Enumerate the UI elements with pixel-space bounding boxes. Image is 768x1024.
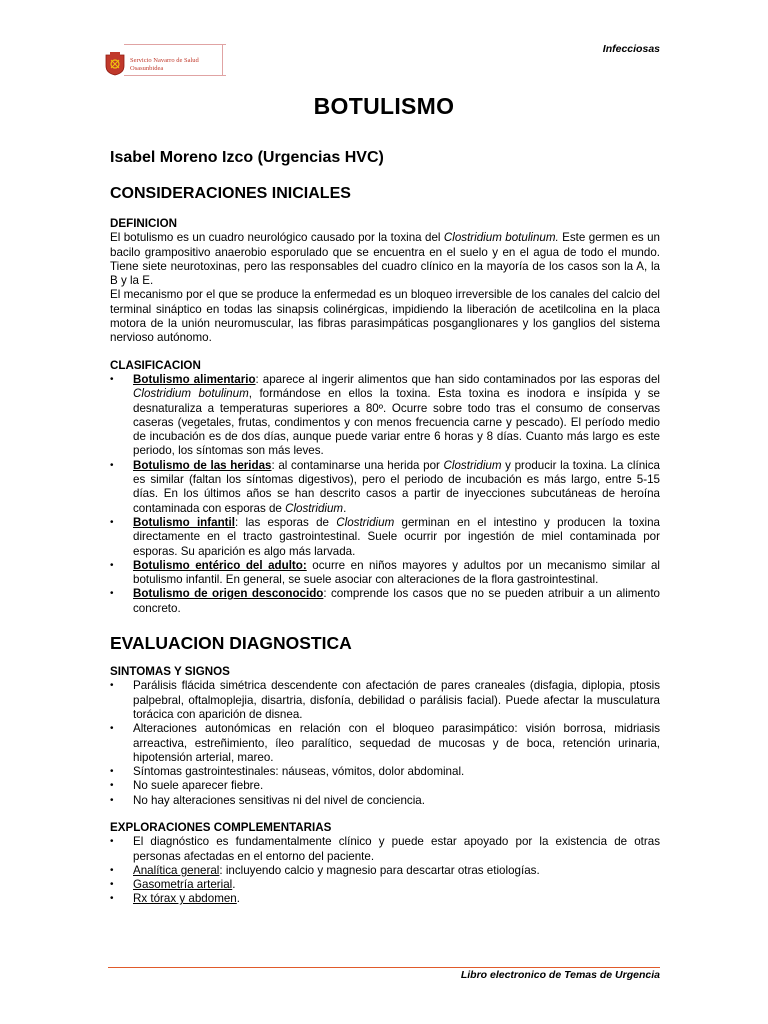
footer-text: Libro electronico de Temas de Urgencia bbox=[460, 969, 660, 981]
list-item: • No hay alteraciones sensitivas ni del nivel de conciencia. bbox=[110, 793, 425, 807]
list-item: • Botulismo entérico del adulto: ocurre en niños mayores y adultos por un mecanismo similar al botulismo infantil. En general, se suele asociar con alteraciones de la flora gastrointestinal. bbox=[110, 558, 660, 587]
symptoms-list bbox=[110, 679, 660, 808]
footer-divider bbox=[108, 967, 660, 968]
list-item: • Botulismo alimentario: aparece al ingerir alimentos que han sido contaminados por las esporas del Clostridium botulinum, formándose en ellos la toxina. Esta toxina es inodora e insípida y se desnaturaliza a temperaturas superiores a 80º. Ocurre sobre todo tras el consumo de conservas caseras (vegetales, frutas, condimentos y con menos frecuencia carne y pescado). El período medio de incubación es de dos días, aunque puede variar entre 6 horas y 8 días. Cuanto más largo es este periodo, los síntomas son más leves. bbox=[110, 372, 660, 458]
link-analitica-general[interactable]: Analítica general bbox=[133, 863, 220, 877]
list-item: • No suele aparecer fiebre. bbox=[110, 779, 264, 793]
list-item: • Botulismo de las heridas: al contaminarse una herida por Clostridium y producir la toxina. La clínica es similar (faltan los síntomas digestivos), pero el periodo de incubación es más largo, entre 5-15 días. En los últimos años se han descrito casos a partir de inyecciones subcutáneas de heroína contaminada con esporas de Clostridium. bbox=[110, 458, 660, 515]
list-item: • Parálisis flácida simétrica descendente con afectación de pares craneales (disfagia, diplopia, ptosis palpebral, oftalmoplejia, disartria, disfonía, debilidad o parálisis facial). Puede afectar la musculatura torácica con aparición de disnea. bbox=[110, 679, 660, 721]
bullet-icon: • bbox=[110, 588, 114, 600]
bullet-icon: • bbox=[110, 766, 114, 778]
author-line: Isabel Moreno Izco (Urgencias HVC) bbox=[110, 149, 384, 166]
subheading-sintomas: SINTOMAS Y SIGNOS bbox=[110, 665, 230, 679]
link-gasometria-arterial[interactable]: Gasometría arterial bbox=[133, 878, 233, 892]
list-item: • Analítica general: incluyendo calcio y magnesio para descartar otras etiologías. bbox=[110, 863, 540, 877]
list-item: • Gasometría arterial. bbox=[110, 878, 236, 892]
definition-paragraph-2: El mecanismo por el que se produce la enfermedad es un bloqueo irreversible de los canales del calcio del terminal sináptico en todas las sinapsis colinérgicas, impidiendo la liberación de acetilcolina en la placa motora de la unión neuromuscular, las fibras parasimpáticas posganglionares y los ganglios del sistema nervioso autónomo. bbox=[110, 288, 660, 345]
term-botulismo-origen-desconocido: Botulismo de origen desconocido bbox=[133, 587, 324, 601]
bullet-icon: • bbox=[110, 516, 114, 528]
bullet-icon: • bbox=[110, 680, 114, 692]
logo-rule-vertical bbox=[222, 44, 223, 76]
list-item: • Rx tórax y abdomen. bbox=[110, 892, 240, 906]
bullet-icon: • bbox=[110, 864, 114, 876]
classification-list bbox=[110, 373, 660, 616]
term-botulismo-infantil: Botulismo infantil bbox=[133, 515, 235, 529]
definition-paragraph-1: El botulismo es un cuadro neurológico causado por la toxina del Clostridium botulinum. Este germen es un bacilo grampositivo anaerobio esporulado que se encuentra en el suelo y en el agua de todo el mundo. Tiene siete neurotoxinas, pero las responsables del cuadro clínico en la mayoría de los casos son la A, la B y la E. bbox=[110, 231, 660, 288]
navarra-coat-of-arms-icon bbox=[104, 52, 126, 76]
health-service-logo bbox=[104, 44, 226, 78]
term-botulismo-alimentario: Botulismo alimentario bbox=[133, 372, 256, 386]
bullet-icon: • bbox=[110, 373, 114, 385]
logo-line-1: Servicio Navarro de Salud bbox=[130, 57, 199, 64]
section-heading-evaluacion: EVALUACION DIAGNOSTICA bbox=[110, 633, 352, 654]
bullet-icon: • bbox=[110, 780, 114, 792]
bullet-icon: • bbox=[110, 723, 114, 735]
term-botulismo-heridas: Botulismo de las heridas bbox=[133, 458, 272, 472]
bullet-icon: • bbox=[110, 459, 114, 471]
logo-rule-bottom bbox=[124, 75, 226, 76]
header-section-label: Infecciosas bbox=[602, 43, 660, 55]
list-item: • Botulismo infantil: las esporas de Clostridium germinan en el intestino y producen la toxina directamente en el tracto gastrointestinal. Suele ocurrir por ingestión de miel contaminada por esporas. Su aparición es algo más larvada. bbox=[110, 515, 660, 558]
page-title: BOTULISMO bbox=[313, 93, 455, 119]
list-item: • El diagnóstico es fundamentalmente clínico y puede estar apoyado por la existencia de otras personas afectadas en el entorno del paciente. bbox=[110, 835, 660, 863]
document-body bbox=[110, 148, 660, 907]
bullet-icon: • bbox=[110, 836, 114, 848]
bullet-icon: • bbox=[110, 794, 114, 806]
link-rx-torax-abdomen[interactable]: Rx tórax y abdomen bbox=[133, 892, 237, 906]
subheading-definicion: DEFINICION bbox=[110, 217, 177, 230]
section-heading-consideraciones: CONSIDERACIONES INICIALES bbox=[110, 185, 351, 202]
subheading-clasificacion: CLASIFICACION bbox=[110, 358, 201, 372]
bullet-icon: • bbox=[110, 879, 114, 891]
bullet-icon: • bbox=[110, 559, 114, 571]
explorations-list bbox=[110, 835, 660, 906]
term-botulismo-enterico: Botulismo entérico del adulto: bbox=[133, 558, 307, 572]
list-item: • Alteraciones autonómicas en relación con el bloqueo parasimpático: visión borrosa, midriasis arreactiva, estreñimiento, íleo paralítico, sequedad de mucosas y de boca, retención urinaria, hipotensión arterial, mareo. bbox=[110, 722, 660, 764]
logo-rule-top bbox=[124, 44, 226, 45]
list-item: • Síntomas gastrointestinales: náuseas, vómitos, dolor abdominal. bbox=[110, 765, 465, 779]
subheading-exploraciones: EXPLORACIONES COMPLEMENTARIAS bbox=[110, 820, 332, 834]
list-item: • Botulismo de origen desconocido: comprende los casos que no se pueden atribuir a un alimento concreto. bbox=[110, 587, 660, 615]
logo-line-2: Osasunbidea bbox=[130, 65, 164, 72]
logo-text bbox=[130, 57, 199, 73]
bullet-icon: • bbox=[110, 893, 114, 905]
